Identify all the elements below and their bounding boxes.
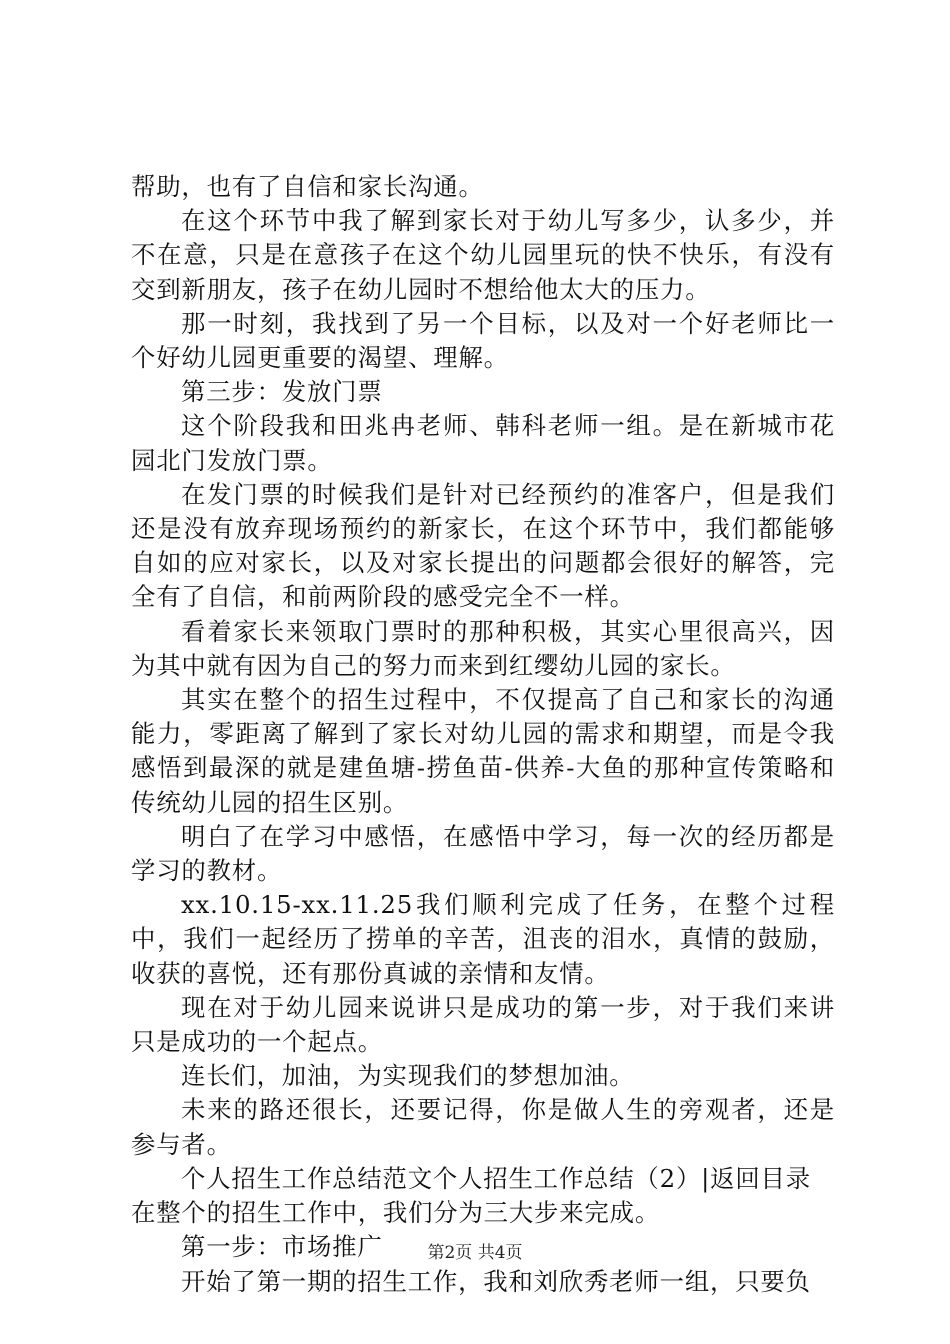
paragraph-17: 开始了第一期的招生工作，我和刘欣秀老师一组，只要负 xyxy=(181,1266,811,1296)
paragraph-12: 连长们，加油，为实现我们的梦想加油。 xyxy=(181,1061,635,1091)
paragraph-2: 在这个环节中我了解到家长对于幼儿写多少，认多少，并不在意，只是在意孩子在这个幼儿园里玩的快不快乐，有没有交到新朋友，孩子在幼儿园时不想给他太大的压力。 xyxy=(131,206,835,304)
paragraph-9: 明白了在学习中感悟，在感悟中学习，每一次的经历都是学习的教材。 xyxy=(131,821,835,886)
paragraph-11: 现在对于幼儿园来说讲只是成功的第一步，对于我们来讲只是成功的一个起点。 xyxy=(131,992,835,1057)
paragraph-10: xx.10.15-xx.11.25我们顺利完成了任务，在整个过程中，我们一起经历了捞单的辛苦，沮丧的泪水，真情的鼓励，收获的喜悦，还有那份真诚的亲情和友情。 xyxy=(131,890,835,988)
paragraph-15: 在整个的招生工作中，我们分为三大步来完成。 xyxy=(131,1198,661,1228)
document-body xyxy=(131,170,835,1299)
section-title-link[interactable]: 个人招生工作总结范文个人招生工作总结（2）|返回目录 xyxy=(181,1163,811,1193)
paragraph-13: 未来的路还很长，还要记得，你是做人生的旁观者，还是参与者。 xyxy=(131,1095,835,1159)
section-heading-step-three: 第三步：发放门票 xyxy=(181,377,383,407)
paragraph-3: 那一时刻，我找到了另一个目标，以及对一个好老师比一个好幼儿园更重要的渴望、理解。 xyxy=(131,308,835,373)
paragraph-5: 这个阶段我和田兆冉老师、韩科老师一组。是在新城市花园北门发放门票。 xyxy=(131,411,835,475)
paragraph-1: 帮助，也有了自信和家长沟通。 xyxy=(131,172,484,201)
paragraph-6: 在发门票的时候我们是针对已经预约的准客户，但是我们还是没有放弃现场预约的新家长，在这个环节中，我们都能够自如的应对家长，以及对家长提出的问题都会很好的解答，完全有了自信，和前两阶段的感受完全不一样。 xyxy=(131,479,835,612)
section-heading-step-one: 第一步：市场推广 xyxy=(181,1232,383,1262)
paragraph-8: 其实在整个的招生过程中，不仅提高了自己和家长的沟通能力，零距离了解到了家长对幼儿园的需求和期望，而是令我感悟到最深的就是建鱼塘-捞鱼苗-供养-大鱼的那种宣传策略和传统幼儿园的招生区别。 xyxy=(131,685,835,817)
page-number-footer: 第2页 共4页 xyxy=(427,1243,523,1263)
paragraph-7: 看着家长来领取门票时的那种积极，其实心里很高兴，因为其中就有因为自己的努力而来到红缨幼儿园的家长。 xyxy=(131,616,835,680)
